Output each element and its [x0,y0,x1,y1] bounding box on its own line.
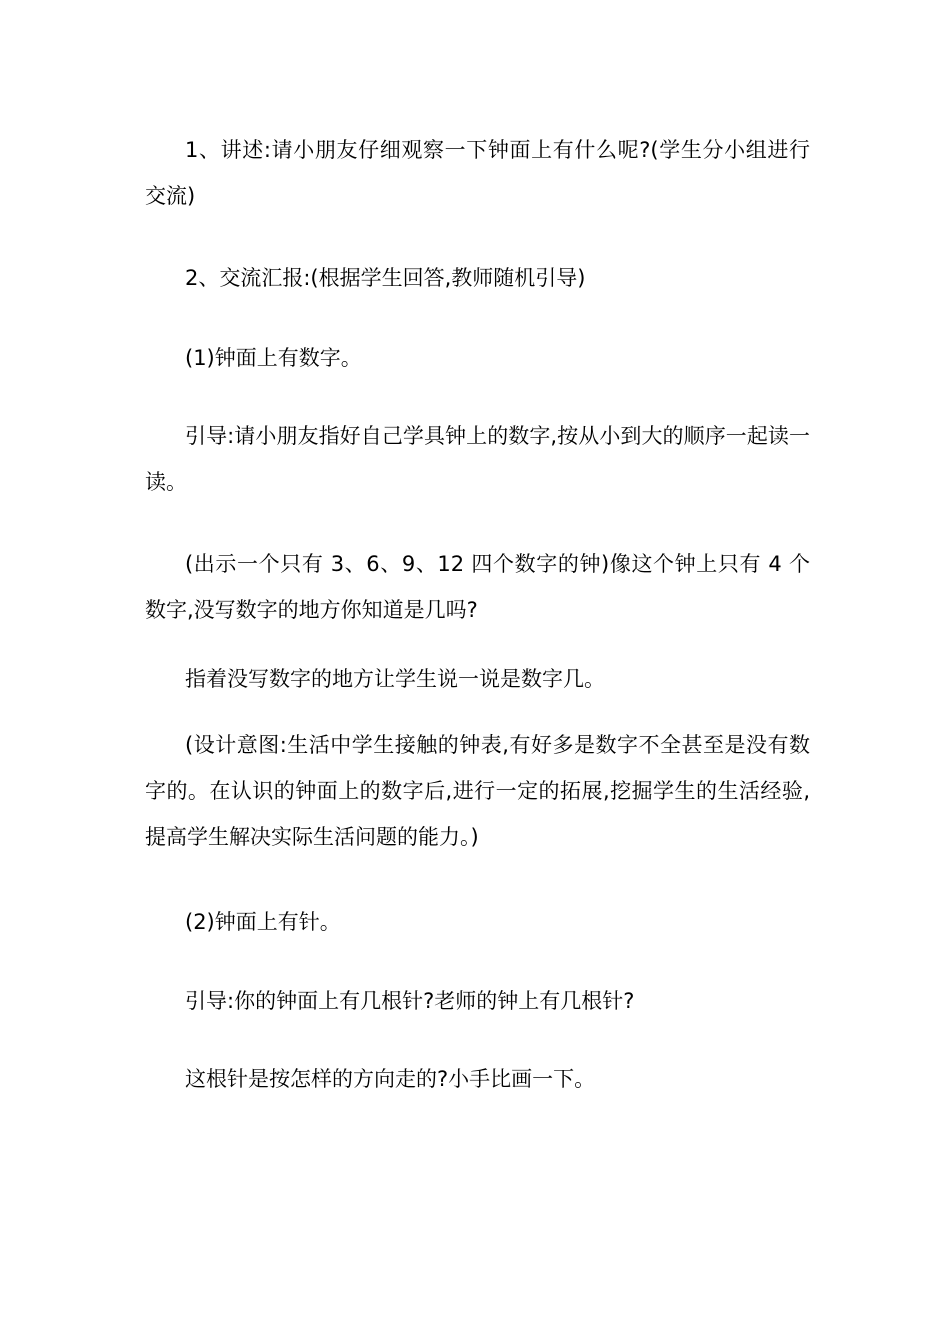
paragraph-design-intent: (设计意图:生活中学生接触的钟表,有好多是数字不全甚至是没有数字的。在认识的钟面上的数字后,进行一定的拓展,挖掘学生的生活经验,提高学生解决实际生活问题的能力。) [145,733,810,849]
paragraph-point-missing-numbers: 指着没写数字的地方让学生说一说是数字几。 [185,667,605,691]
paragraph-four-number-clock: (出示一个只有 3、6、9、12 四个数字的钟)像这个钟上只有 4 个数字,没写数字的地方你知道是几吗? [145,552,810,622]
paragraph-clock-hands: (2)钟面上有针。 [185,910,341,934]
paragraph-clock-numbers: (1)钟面上有数字。 [185,346,362,370]
paragraph-guide-count-hands: 引导:你的钟面上有几根针?老师的钟上有几根针? [185,989,635,1013]
paragraph-exchange-report: 2、交流汇报:(根据学生回答,教师随机引导) [185,266,586,290]
paragraph-hand-direction: 这根针是按怎样的方向走的?小手比画一下。 [185,1067,596,1091]
paragraph-discussion-prompt: 1、讲述:请小朋友仔细观察一下钟面上有什么呢?(学生分小组进行交流) [145,138,810,208]
paragraph-guide-read-numbers: 引导:请小朋友指好自己学具钟上的数字,按从小到大的顺序一起读一读。 [145,424,810,494]
